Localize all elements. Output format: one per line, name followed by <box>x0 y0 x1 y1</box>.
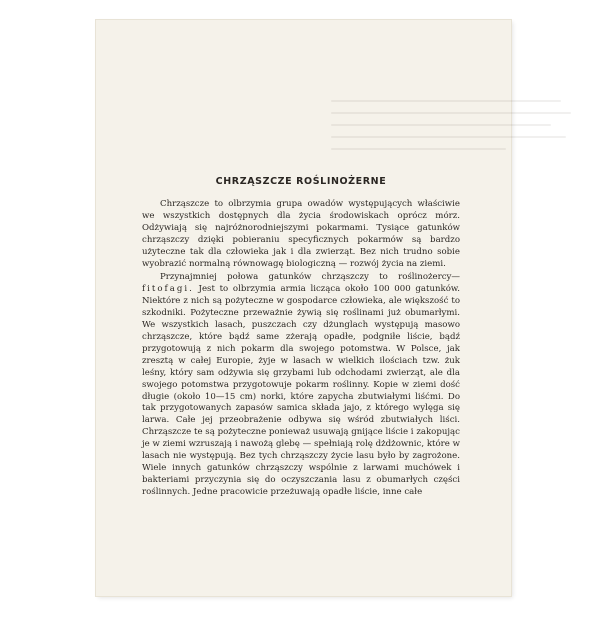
paragraph-2-text: Jest to olbrzymia armia licząca około 100 000 gatunków. Niektóre z nich są pożyteczne w gospodarce człowieka, ale większość to szkodniki. Pożyteczne przeważnie żywią się roślinami już obumarłymi. We wszystkich lasach, puszczach czy dżunglach występują masowo chrząszcze, które bądź same zżerają opadłe, podgniłe liście, bądź przygotowują z nich pokarm dla swojego potomstwa. W Polsce, jak zresztą w całej Europie, żyje w lasach w wielkich ilościach tzw. żuk leśny, który sam odżywia się grzybami lub odchodami zwierząt, ale dla swojego potomstwa przygotowuje pokarm roślinny. Kopie w ziemi dość długie (około 10—15 cm) norki, które zapycha zbutwiałymi liśćmi. Do tak przygotowanych zapasów samica składa jajo, z którego wylęga się larwa. Całe jej przeobrażenie odbywa się wśród zbutwiałych liści. Chrząszcze te są pożyteczne ponieważ usuwają gnijące liście i zakopując je w ziemi wzruszają i nawożą glebę — spełniają rolę dżdżownic, które w lasach nie występują. Bez tych chrząszczy życie lasu było by zagrożone. Wiele innych gatunków chrząszczy wspólnie z larwami muchówek i bakteriami przyczynia się do oczyszczania lasu z obumarłych części roślinnych. Jedne pracowicie przeżuwają opadłe liście, inne całe <box>142 284 460 497</box>
document-body <box>142 170 460 501</box>
paragraph-1 <box>142 199 460 270</box>
paragraph-2-lead: Przynajmniej połowa gatunków chrząszczy to roślinożercy— <box>160 272 460 283</box>
paragraph-2-emphasis: fitofagi. <box>142 284 194 295</box>
paragraph-1-text: Chrząszcze to olbrzymia grupa owadów występujących właściwie we wszystkich dostępnych dla życia środowiskach oprócz mórz. Odżywiają się najróżnorodniejszymi pokarmami. Tysiące gatunków chrząszczy dzięki pobieraniu specyficznych pokarmów są bardzo użyteczne tak dla człowieka jak i dla zwierząt. Bez nich trudno sobie wyobrazić normalną równowagę biologiczną — rozwój życia na ziemi. <box>142 199 460 269</box>
bleed-through-text <box>331 100 581 160</box>
page-title: CHRZĄSZCZE ROŚLINOŻERNE <box>215 176 387 187</box>
paragraph-2 <box>142 272 460 498</box>
